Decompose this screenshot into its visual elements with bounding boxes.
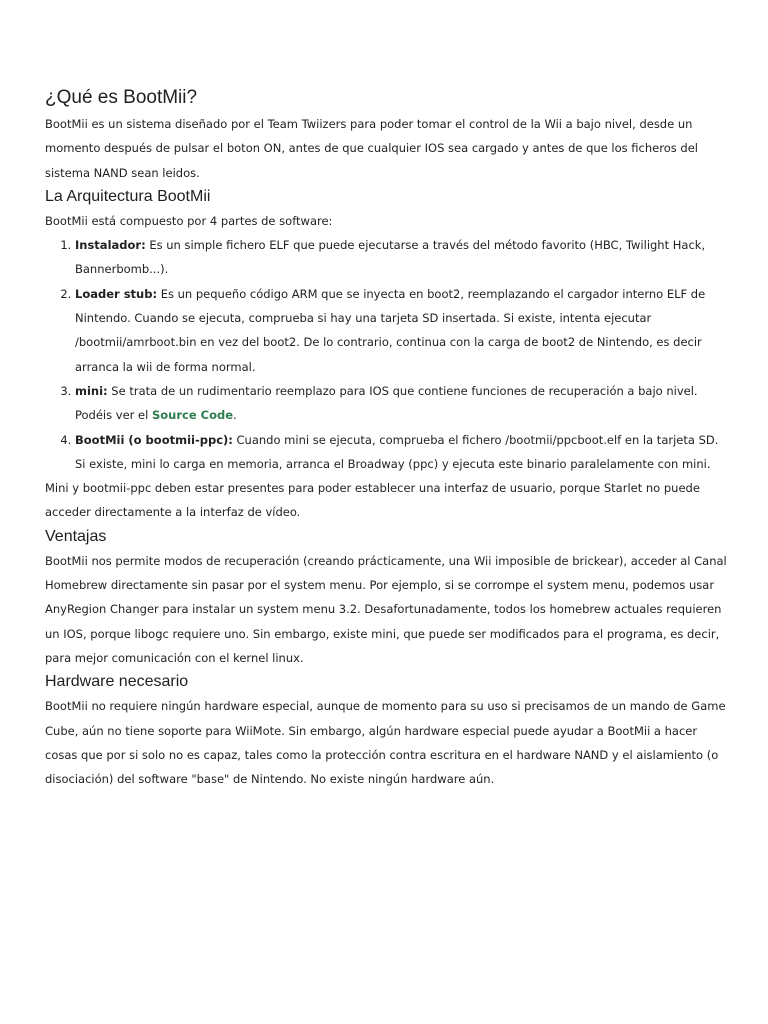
source-code-link[interactable]: Source Code [151, 408, 234, 423]
list-item [75, 428, 728, 477]
software-parts-list [45, 233, 728, 476]
list-item [75, 379, 728, 428]
section-heading-ventajas: Ventajas [45, 527, 107, 545]
intro-paragraph: BootMii es un sistema diseñado por el Team Twiizers para poder tomar el control de la Wii a bajo nivel, desde un momento después de pulsar el boton ON, antes de que cualquier IOS sea cargado y antes de que los ficheros del sistema NAND sean leidos. [45, 117, 698, 180]
arquitectura-lead: BootMii está compuesto por 4 partes de software: [45, 213, 333, 228]
list-item-text: Se trata de un rudimentario reemplazo para IOS que contiene funciones de recuperación a bajo nivel. Podéis ver el [75, 383, 698, 423]
list-item-term: Loader stub: [75, 286, 158, 301]
arquitectura-closing: Mini y bootmii-ppc deben estar presentes para poder establecer una interfaz de usuario, porque Starlet no puede acceder directamente a la interfaz de vídeo. [45, 481, 700, 520]
list-item-text: Es un pequeño código ARM que se inyecta en boot2, reemplazando el cargador interno ELF de Nintendo. Cuando se ejecuta, comprueba si hay una tarjeta SD insertada. Si existe, intenta ejecutar /bootmii/amrboot.bin en vez del boot2. De lo contrario, continua con la carga de boot2 de Nintendo, es decir arranca la wii de forma normal. [75, 286, 706, 374]
list-item-term: mini: [75, 383, 108, 398]
ventajas-paragraph: BootMii nos permite modos de recuperación (creando prácticamente, una Wii imposible de brickear), acceder al Canal Homebrew directamente sin pasar por el system menu. Por ejemplo, si se corrompe el system menu, podemos usar AnyRegion Changer para instalar un system menu 3.2. Desafortunadamente, todos los homebrew actuales requieren un IOS, porque libogc requiere uno. Sin embargo, existe mini, que puede ser modificados para el programa, es decir, para mejor comunicación con el kernel linux. [45, 553, 727, 665]
list-item [75, 282, 728, 379]
page-title: ¿Qué es BootMii? [45, 87, 198, 108]
list-item-text: Es un simple fichero ELF que puede ejecutarse a través del método favorito (HBC, Twilight Hack, Bannerbomb...). [75, 238, 706, 277]
section-heading-hardware: Hardware necesario [45, 673, 189, 691]
list-item-term: BootMii (o bootmii-ppc): [75, 432, 233, 447]
list-item-text: Cuando mini se ejecuta, comprueba el fichero /bootmii/ppcboot.elf en la tarjeta SD. Si existe, mini lo carga en memoria, arranca el Broadway (ppc) y ejecuta este binario paralelamente con mini. [75, 432, 719, 471]
list-item-text-after: . [233, 408, 237, 423]
list-item [75, 233, 728, 282]
section-heading-arquitectura: La Arquitectura BootMii [45, 187, 211, 205]
hardware-paragraph: BootMii no requiere ningún hardware especial, aunque de momento para su uso si precisamos de un mando de Game Cube, aún no tiene soporte para WiiMote. Sin embargo, algún hardware especial puede ayudar a BootMii a hacer cosas que por si solo no es capaz, tales como la protección contra escritura en el hardware NAND y el aislamiento (o disociación) del software "base" de Nintendo. No existe ningún hardware aún. [45, 699, 726, 787]
list-item-term: Instalador: [75, 238, 146, 253]
